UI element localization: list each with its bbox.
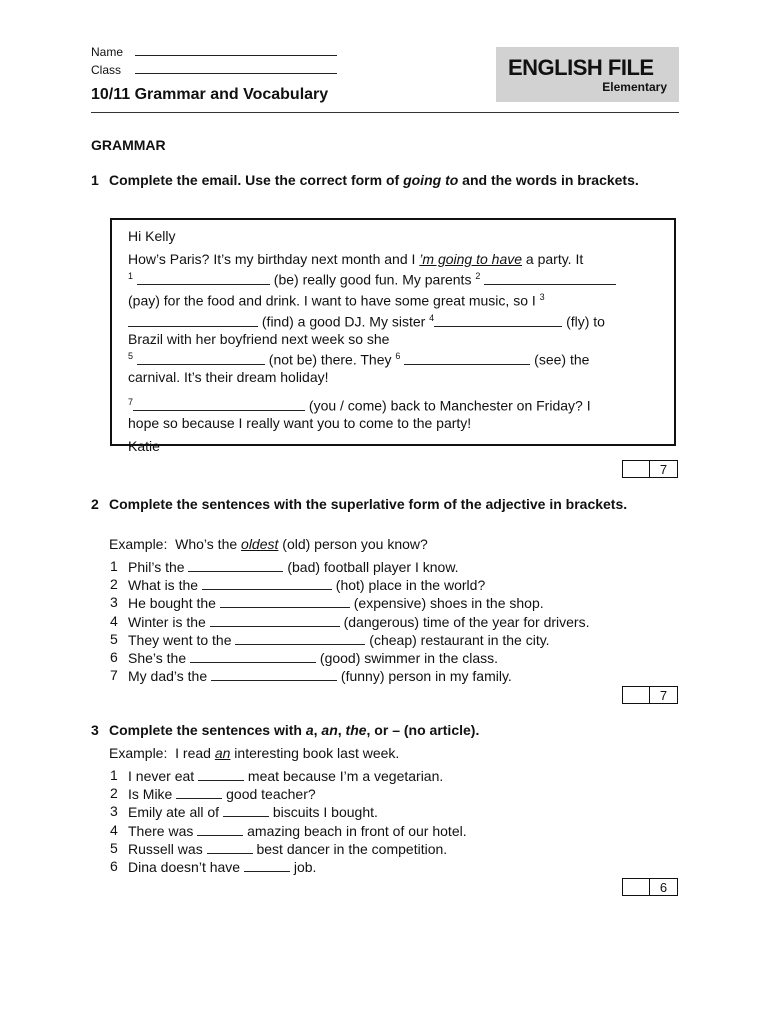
- item-text: What is the: [128, 577, 202, 594]
- email-line: [128, 289, 658, 310]
- instruction-emphasis: a: [305, 722, 314, 738]
- example-answer: ’m going to have: [419, 251, 523, 268]
- item-text: (good) swimmer in the class.: [316, 650, 499, 667]
- exercise3-number: 3: [91, 722, 99, 738]
- instruction-text: ,: [337, 722, 346, 738]
- item-text: (cheap) restaurant in the city.: [365, 631, 550, 648]
- email-text: a party. It: [522, 251, 584, 268]
- logo-subtitle: Elementary: [602, 80, 667, 94]
- list-item: [110, 840, 650, 858]
- email-text: (you / come) back to Manchester on Friday? I: [305, 397, 591, 414]
- instruction-text: Complete the sentences with the superlative form of the adjective in brackets.: [109, 496, 628, 512]
- gap-blank[interactable]: [137, 351, 265, 365]
- gap-number: 3: [539, 292, 545, 303]
- name-field[interactable]: [91, 45, 337, 59]
- gap-blank[interactable]: [207, 840, 253, 854]
- item-text: She’s the: [128, 650, 191, 667]
- instruction-text: and the words in brackets.: [458, 172, 639, 188]
- class-field[interactable]: [91, 63, 337, 77]
- email-line: [128, 251, 658, 268]
- exercise1-number: 1: [91, 172, 99, 188]
- item-text: My dad’s the: [128, 668, 212, 685]
- item-number: 6: [110, 649, 118, 666]
- english-file-logo: [496, 47, 679, 102]
- email-text: (not be) there. They: [264, 351, 396, 368]
- item-number: 1: [110, 767, 118, 783]
- email-line: carnival. It’s their dream holiday!: [128, 369, 329, 386]
- gap-blank[interactable]: [211, 667, 337, 681]
- exercise2-example: [109, 536, 428, 553]
- score-box[interactable]: [622, 460, 678, 478]
- example-label: Example:: [109, 536, 168, 552]
- gap-blank[interactable]: [188, 558, 283, 572]
- list-item: [110, 822, 650, 840]
- gap-blank[interactable]: [235, 631, 365, 645]
- gap-blank[interactable]: [190, 649, 316, 663]
- item-text: meat because I’m a vegetarian.: [244, 768, 444, 784]
- exercise1-instruction: [91, 171, 651, 189]
- score-total: 7: [659, 688, 668, 703]
- header-divider: [91, 112, 679, 113]
- item-text: Dina doesn’t have: [128, 859, 244, 876]
- item-text: Winter is the: [128, 613, 210, 630]
- instruction-text: Complete the email. Use the correct form of: [109, 172, 404, 188]
- instruction-text: ,: [313, 722, 322, 738]
- gap-blank[interactable]: [198, 767, 244, 781]
- item-text: job.: [289, 859, 317, 876]
- item-number: 4: [110, 612, 118, 629]
- list-item: [110, 767, 650, 785]
- exercise3-instruction: [91, 721, 651, 739]
- email-box: [110, 218, 676, 455]
- gap-blank[interactable]: [244, 858, 290, 872]
- gap-number: 5: [128, 351, 134, 362]
- item-number: 5: [110, 630, 118, 647]
- example-text: Who’s the: [175, 536, 242, 552]
- item-text: Is Mike: [128, 786, 177, 803]
- exercise2-list: [110, 558, 650, 685]
- list-item: [110, 667, 650, 685]
- instruction-text: Complete the sentences with: [109, 722, 306, 738]
- name-line[interactable]: [135, 45, 337, 56]
- item-number: 1: [110, 558, 118, 574]
- instruction-emphasis: an: [321, 722, 338, 738]
- section-title: GRAMMAR: [91, 137, 166, 153]
- item-text: They went to the: [128, 631, 236, 648]
- example-answer: oldest: [241, 536, 279, 552]
- item-number: 6: [110, 858, 118, 875]
- item-text: Phil’s the: [128, 559, 189, 575]
- logo-title: ENGLISH FILE: [508, 55, 654, 80]
- email-greeting: Hi Kelly: [128, 228, 176, 244]
- item-number: 3: [110, 803, 118, 820]
- page-title: 10/11 Grammar and Vocabulary: [91, 86, 329, 103]
- instruction-text: , or – (no article).: [366, 722, 480, 738]
- list-item: [110, 858, 650, 876]
- list-item: [110, 785, 650, 803]
- score-total: 7: [659, 462, 668, 477]
- list-item: [110, 576, 650, 594]
- email-line: [128, 394, 658, 415]
- class-label: Class: [91, 63, 122, 77]
- item-text: amazing beach in front of our hotel.: [243, 822, 467, 839]
- item-text: I never eat: [128, 768, 199, 784]
- gap-blank[interactable]: [197, 822, 243, 836]
- gap-number: 1: [128, 271, 134, 282]
- item-text: (expensive) shoes in the shop.: [349, 595, 544, 612]
- instruction-emphasis: going to: [403, 172, 459, 188]
- gap-number: 7: [128, 397, 134, 408]
- gap-number: 4: [429, 313, 435, 324]
- item-text: best dancer in the competition.: [252, 840, 448, 857]
- class-line[interactable]: [135, 63, 337, 74]
- item-number: 2: [110, 576, 118, 593]
- list-item: [110, 613, 650, 631]
- score-box[interactable]: [622, 878, 678, 896]
- gap-blank[interactable]: [137, 271, 270, 285]
- exercise3-list: [110, 767, 650, 876]
- gap-number: 2: [475, 271, 481, 282]
- gap-number: 6: [395, 351, 401, 362]
- score-total: 6: [659, 880, 668, 895]
- email-line: [128, 348, 658, 369]
- exercise2-number: 2: [91, 496, 99, 512]
- item-text: (dangerous) time of the year for drivers.: [339, 613, 590, 630]
- item-text: He bought the: [128, 595, 220, 612]
- item-number: 2: [110, 785, 118, 802]
- gap-blank[interactable]: [210, 613, 340, 627]
- email-text: (be) really good fun. My parents: [269, 272, 476, 289]
- list-item: [110, 558, 650, 576]
- example-answer: an: [214, 745, 231, 761]
- gap-blank[interactable]: [434, 313, 562, 327]
- example-label: Example:: [109, 745, 168, 761]
- example-text: interesting book last week.: [230, 745, 400, 761]
- gap-blank[interactable]: [176, 785, 222, 799]
- name-label: Name: [91, 45, 124, 59]
- item-text: Russell was: [128, 840, 207, 857]
- exercise2-instruction: [91, 495, 631, 513]
- list-item: [110, 594, 650, 612]
- item-number: 3: [110, 594, 118, 611]
- list-item: [110, 649, 650, 667]
- item-text: (bad) football player I know.: [283, 559, 459, 575]
- item-text: There was: [128, 822, 198, 839]
- item-text: (hot) place in the world?: [331, 577, 486, 594]
- email-text: (see) the: [530, 351, 590, 368]
- gap-blank[interactable]: [220, 594, 350, 608]
- email-text: (find) a good DJ. My sister: [258, 313, 430, 330]
- list-item: [110, 803, 650, 821]
- example-text: (old) person you know?: [278, 536, 428, 552]
- item-text: biscuits I bought.: [268, 804, 378, 821]
- item-text: Emily ate all of: [128, 804, 223, 821]
- email-text: (pay) for the food and drink. I want to have some great music, so I: [128, 292, 540, 309]
- gap-blank[interactable]: [223, 803, 269, 817]
- list-item: [110, 631, 650, 649]
- email-line: [128, 310, 658, 331]
- gap-blank[interactable]: [202, 576, 332, 590]
- item-text: good teacher?: [222, 786, 316, 803]
- item-number: 5: [110, 839, 118, 856]
- email-text: How’s Paris? It’s my birthday next month and I: [128, 251, 420, 268]
- email-signoff: Katie: [128, 438, 160, 455]
- email-line: Brazil with her boyfriend next week so she: [128, 330, 390, 347]
- instruction-emphasis: the: [345, 722, 367, 738]
- item-text: (funny) person in my family.: [337, 668, 512, 685]
- email-text: (fly) to: [562, 313, 605, 330]
- gap-blank[interactable]: [404, 351, 530, 365]
- exercise3-example: [109, 745, 399, 762]
- gap-blank[interactable]: [484, 271, 616, 285]
- item-number: 4: [110, 821, 118, 838]
- example-text: I read: [175, 745, 215, 761]
- score-box[interactable]: [622, 686, 678, 704]
- gap-blank[interactable]: [128, 313, 258, 327]
- item-number: 7: [110, 667, 118, 684]
- gap-blank[interactable]: [133, 397, 305, 411]
- email-line: hope so because I really want you to come to the party!: [128, 415, 472, 432]
- email-line: [128, 268, 658, 289]
